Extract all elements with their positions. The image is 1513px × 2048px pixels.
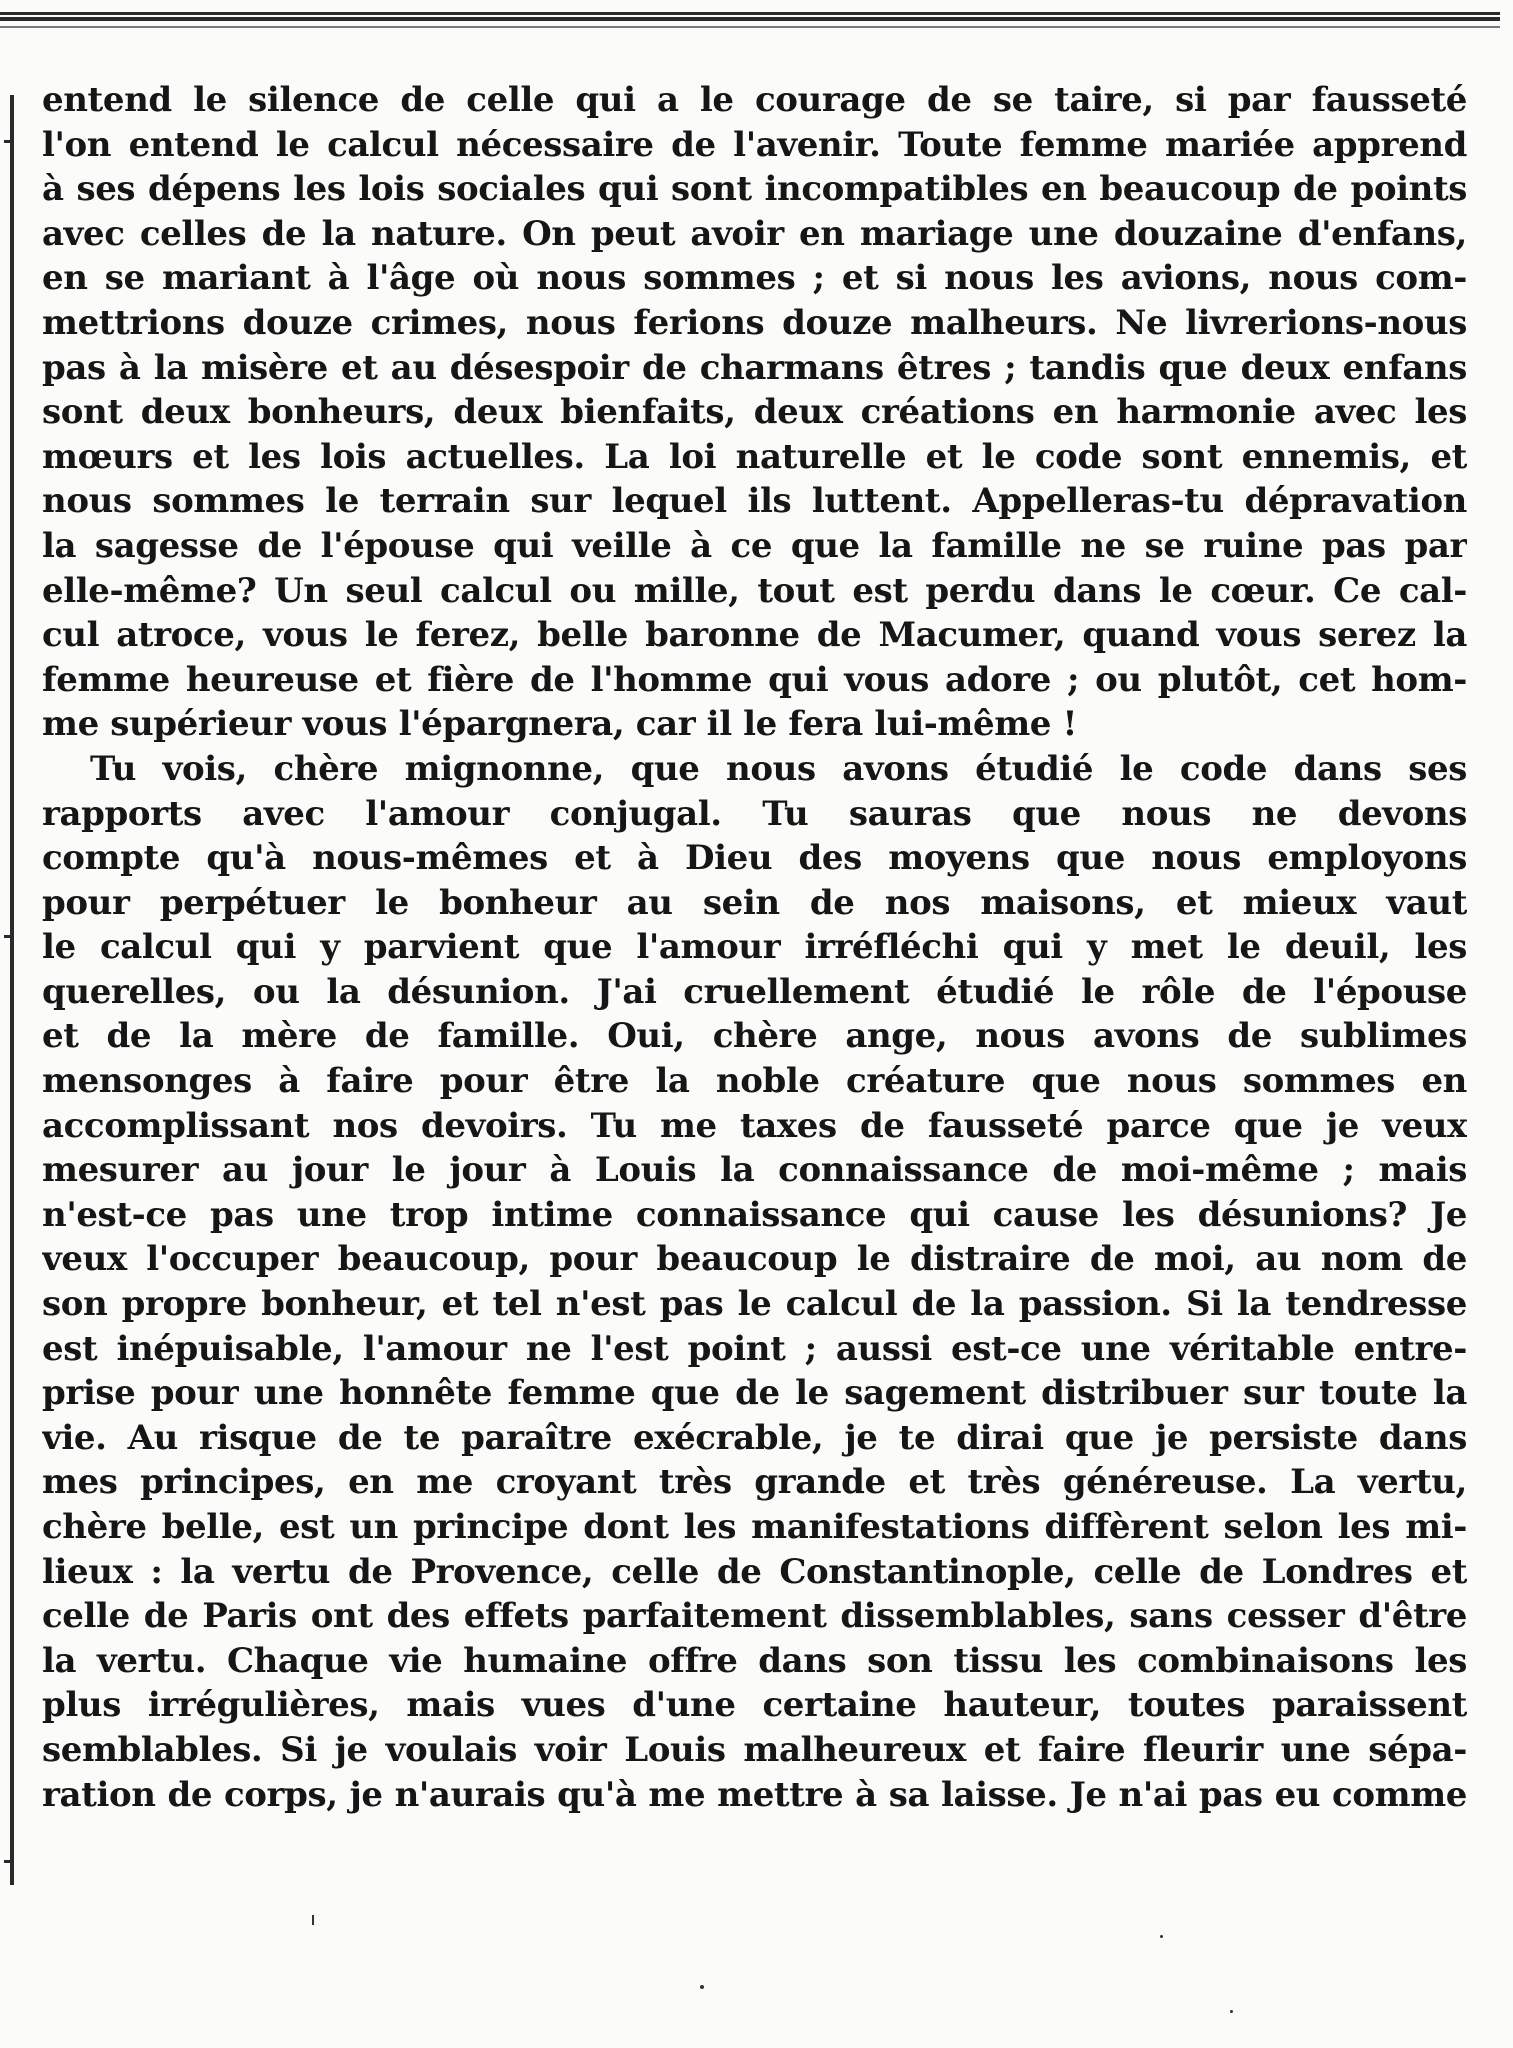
paragraph-2 xyxy=(42,747,1467,1817)
text-line: Tu vois, chère mignonne, que nous avons étudié le code dans ses xyxy=(90,748,1467,789)
rule-notch xyxy=(4,1860,12,1863)
text-line: compte qu'à nous-mêmes et à Dieu des moyens que nous employons xyxy=(42,838,1467,879)
print-speck xyxy=(312,1915,314,1925)
text-line: femme heureuse et fière de l'homme qui vous adore ; ou plutôt, cet hom- xyxy=(42,659,1467,700)
text-line: le calcul qui y parvient que l'amour irréfléchi qui y met le deuil, les xyxy=(42,927,1467,968)
text-line: chère belle, est un principe dont les manifestations diffèrent selon les mi- xyxy=(42,1507,1467,1547)
text-line: la sagesse de l'épouse qui veille à ce que la famille ne se ruine pas par xyxy=(42,525,1467,566)
text-line: sont deux bonheurs, deux bienfaits, deux créations en harmonie avec les xyxy=(42,392,1467,433)
print-speck xyxy=(700,1985,704,1989)
text-line: lieux : la vertu de Provence, celle de Constantinople, celle de Londres et xyxy=(42,1551,1467,1592)
text-line: n'est-ce pas une trop intime connaissance qui cause les désunions? Je xyxy=(42,1194,1467,1235)
text-line: mœurs et les lois actuelles. La loi naturelle et le code sont ennemis, et xyxy=(42,436,1467,477)
text-line: pour perpétuer le bonheur au sein de nos maisons, et mieux vaut xyxy=(42,882,1467,923)
text-line: mensonges à faire pour être la noble créature que nous sommes en xyxy=(42,1061,1467,1102)
text-line: prise pour une honnête femme que de le sagement distribuer sur toute la xyxy=(42,1373,1467,1414)
text-line: avec celles de la nature. On peut avoir en mariage une douzaine d'enfans, xyxy=(42,213,1467,254)
text-line: mesurer au jour le jour à Louis la connaissance de moi-même ; mais xyxy=(42,1150,1467,1191)
text-line: son propre bonheur, et tel n'est pas le calcul de la passion. Si la tendresse xyxy=(42,1284,1467,1325)
text-line: vie. Au risque de te paraître exécrable, je te dirai que je persiste dans xyxy=(42,1417,1467,1458)
top-border-thin-rule xyxy=(0,26,1500,28)
text-line: et de la mère de famille. Oui, chère ange, nous avons de sublimes xyxy=(42,1016,1467,1057)
text-line: elle-même? Un seul calcul ou mille, tout est perdu dans le cœur. Ce cal- xyxy=(42,570,1467,611)
rule-notch xyxy=(4,140,12,143)
text-line: pas à la misère et au désespoir de charmans êtres ; tandis que deux enfans xyxy=(42,347,1467,388)
text-line: querelles, ou la désunion. J'ai cruellement étudié le rôle de l'épouse xyxy=(42,971,1467,1012)
text-line: cul atroce, vous le ferez, belle baronne de Macumer, quand vous serez la xyxy=(42,615,1467,656)
print-speck xyxy=(1160,1935,1163,1938)
text-line: mettrions douze crimes, nous ferions douze malheurs. Ne livrerions-nous xyxy=(42,302,1467,343)
print-speck xyxy=(1230,2010,1233,2013)
text-line: ration de corps, je n'aurais qu'à me mettre à sa laisse. Je n'ai pas eu comme xyxy=(42,1774,1467,1815)
article-text-column xyxy=(42,78,1467,1817)
text-line: me supérieur vous l'épargnera, car il le fera lui-même ! xyxy=(42,704,1078,745)
text-line: celle de Paris ont des effets parfaitement dissemblables, sans cesser d'être xyxy=(42,1596,1467,1637)
rule-notch xyxy=(4,935,12,938)
text-line: l'on entend le calcul nécessaire de l'avenir. Toute femme mariée apprend xyxy=(42,124,1467,165)
left-column-rule xyxy=(10,95,14,1885)
top-border-rule xyxy=(0,12,1500,21)
text-line: semblables. Si je voulais voir Louis malheureux et faire fleurir une sépa- xyxy=(42,1729,1467,1770)
text-line: mes principes, en me croyant très grande et très généreuse. La vertu, xyxy=(42,1462,1467,1503)
text-line: la vertu. Chaque vie humaine offre dans son tissu les combinaisons les xyxy=(42,1640,1467,1681)
text-line: plus irrégulières, mais vues d'une certaine hauteur, toutes paraissent xyxy=(42,1685,1467,1726)
text-line: accomplissant nos devoirs. Tu me taxes de fausseté parce que je veux xyxy=(42,1105,1467,1146)
text-line: est inépuisable, l'amour ne l'est point ; aussi est-ce une véritable entre- xyxy=(42,1328,1467,1369)
paragraph-1 xyxy=(42,78,1467,747)
text-line: à ses dépens les lois sociales qui sont incompatibles en beaucoup de points xyxy=(42,169,1467,210)
text-line: entend le silence de celle qui a le courage de se taire, si par fausseté xyxy=(42,80,1467,120)
text-line: rapports avec l'amour conjugal. Tu sauras que nous ne devons xyxy=(42,793,1467,834)
text-line: en se mariant à l'âge où nous sommes ; et si nous les avions, nous com- xyxy=(42,258,1467,299)
text-line: veux l'occuper beaucoup, pour beaucoup le distraire de moi, au nom de xyxy=(42,1239,1467,1280)
text-line: nous sommes le terrain sur lequel ils luttent. Appelleras-tu dépravation xyxy=(42,481,1467,522)
